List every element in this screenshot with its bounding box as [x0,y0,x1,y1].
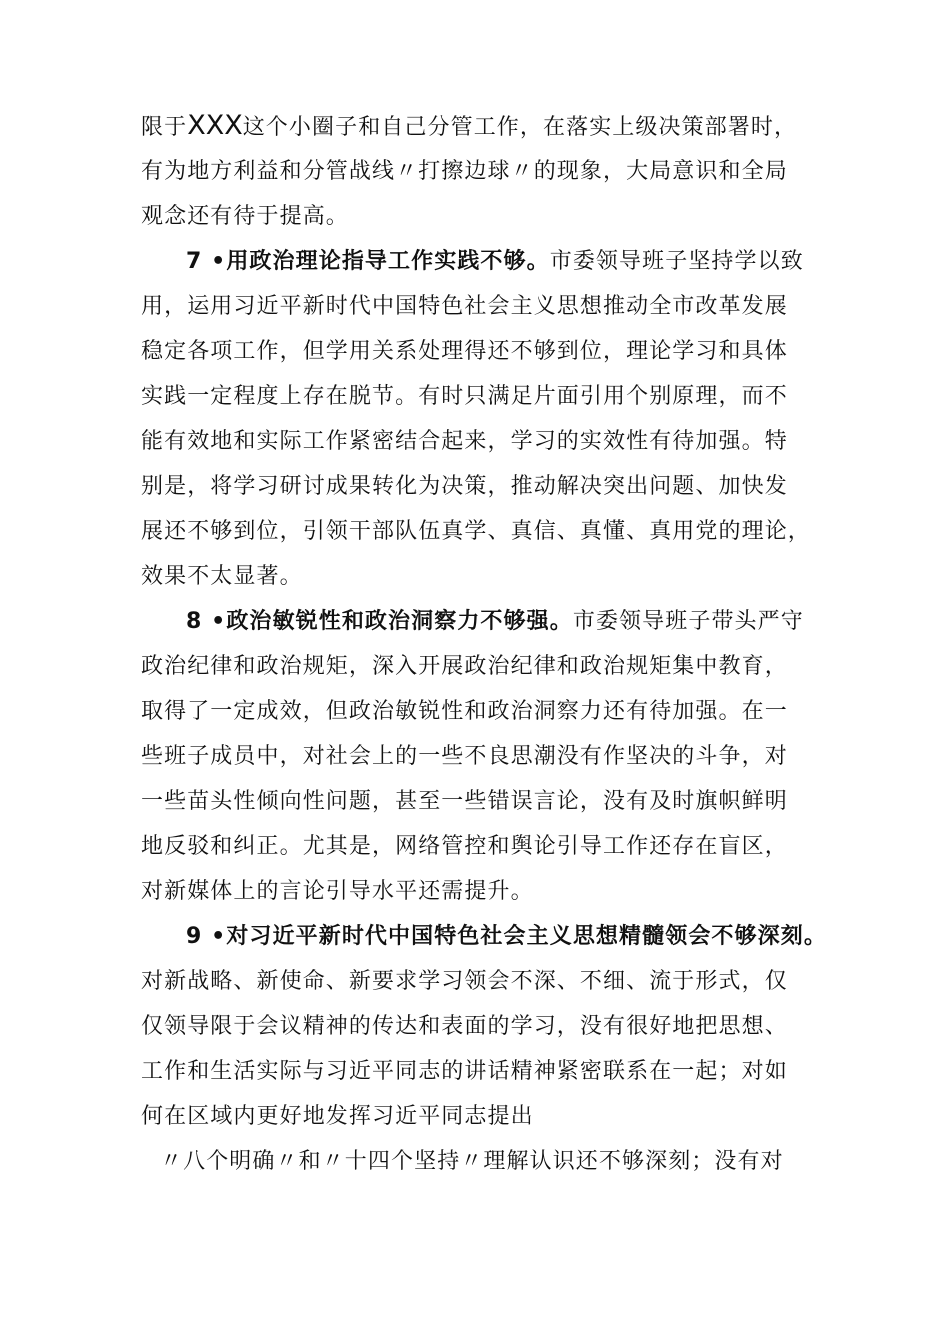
text-line-6: 稳定各项工作，但学用关系处理得还不够到位，理论学习和具体 [141,339,788,364]
section-8-lead: 市委领导班子带头严守 [572,609,804,634]
text-line-7: 实践一定程度上存在脱节。有时只满足片面引用个别原理，而不 [141,384,788,409]
text-line-14: 取得了一定成效，但政治敏锐性和政治洞察力还有待加强。在一 [141,699,788,724]
section-7-lead: 市委领导班子坚持学以致 [549,249,804,274]
text-line-2: 有为地方利益和分管战线〃打擦边球〃的现象，大局意识和全局 [141,159,788,184]
section-8-heading: 8 •政治敏锐性和政治洞察力不够强。 [186,609,573,634]
text-line-9: 别是，将学习研讨成果转化为决策，推动解决突出问题、加快发 [141,474,788,499]
placeholder-code: XXX [187,110,243,141]
text-line-10: 展还不够到位，引领干部队伍真学、真信、真懂、真用党的理论， [141,519,811,544]
text-line-23: 何在区域内更好地发挥习近平同志提出 [141,1104,534,1129]
text-line-13: 政治纪律和政治规矩，深入开展政治纪律和政治规矩集中教育， [141,654,788,679]
text-line-17: 地反驳和纠正。尤其是，网络管控和舆论引导工作还存在盲区， [141,834,788,859]
text-line-1-post: 这个小圈子和自己分管工作，在落实上级决策部署时， [242,115,798,140]
text-line-22: 工作和生活实际与习近平同志的讲话精神紧密联系在一起；对如 [141,1059,788,1084]
text-line-8: 能有效地和实际工作紧密结合起来，学习的实效性有待加强。特 [141,429,788,454]
text-line-11: 效果不太显著。 [141,564,303,589]
text-line-1 [141,108,797,144]
section-9-line [186,919,827,955]
text-line-24: 〃八个明确〃和〃十四个坚持〃理解认识还不够深刻；没有对 [160,1149,784,1174]
section-7-line [186,244,804,280]
section-7-heading: 7 •用政治理论指导工作实践不够。 [186,249,550,274]
text-line-16: 一些苗头性倾向性问题，甚至一些错误言论，没有及时旗帜鲜明 [141,789,788,814]
text-line-18: 对新媒体上的言论引导水平还需提升。 [141,879,534,904]
section-9-heading: 9 •对习近平新时代中国特色社会主义思想精髓领会不够深刻。 [186,924,827,949]
text-line-5: 用，运用习近平新时代中国特色社会主义思想推动全市改革发展 [141,294,788,319]
text-line-3: 观念还有待于提高。 [141,204,349,229]
text-line-20: 对新战略、新使命、新要求学习领会不深、不细、流于形式，仅 [141,969,788,994]
text-line-21: 仅领导限于会议精神的传达和表面的学习，没有很好地把思想、 [141,1014,788,1039]
section-8-line [186,604,804,640]
text-line-15: 些班子成员中，对社会上的一些不良思潮没有作坚决的斗争，对 [141,744,788,769]
text-line-1-pre: 限于 [141,115,188,140]
